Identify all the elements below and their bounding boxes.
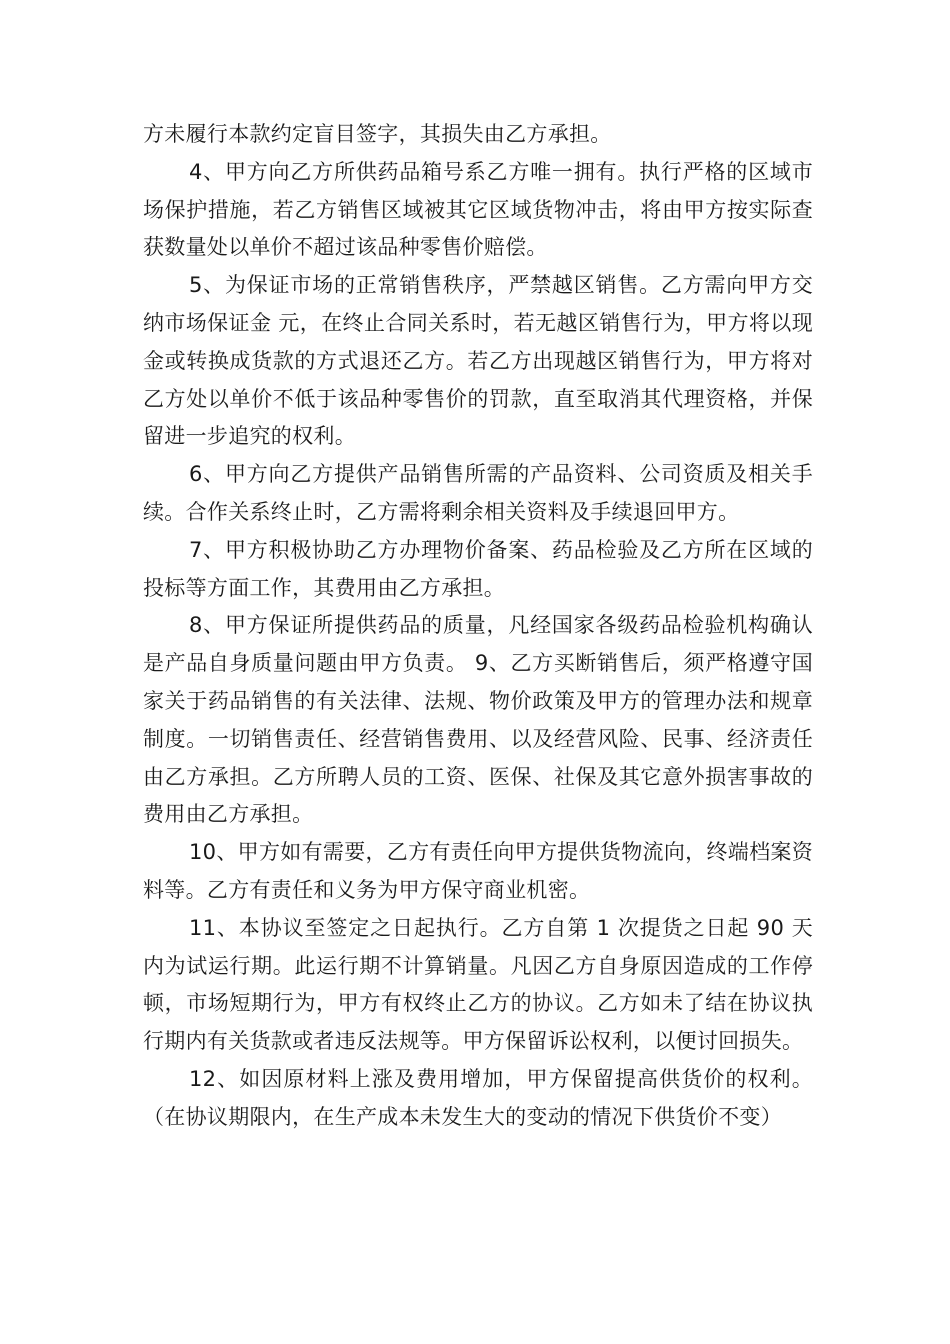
paragraph-clause-12: 12、如因原材料上涨及费用增加，甲方保留提高供货价的权利。（在协议期限内，在生产成本未发生大的变动的情况下供货价不变） xyxy=(143,1066,813,1129)
paragraph-clause-7: 7、甲方积极协助乙方办理物价备案、药品检验及乙方所在区域的投标等方面工作，其费用由乙方承担。 xyxy=(143,537,813,600)
document-body xyxy=(143,116,813,1137)
paragraph-clause-4: 4、甲方向乙方所供药品箱号系乙方唯一拥有。执行严格的区域市场保护措施，若乙方销售区域被其它区域货物冲击，将由甲方按实际查获数量处以单价不超过该品种零售价赔偿。 xyxy=(143,159,813,260)
paragraph-clause-6: 6、甲方向乙方提供产品销售所需的产品资料、公司资质及相关手续。合作关系终止时，乙方需将剩余相关资料及手续退回甲方。 xyxy=(143,462,813,524)
paragraph-clause-11: 11、本协议至签定之日起执行。乙方自第 1 次提货之日起 90 天内为试运行期。此运行期不计算销量。凡因乙方自身原因造成的工作停顿，市场短期行为，甲方有权终止乙方的协议。乙方如未了结在协议执行期内有关货款或者违反法规等。甲方保留诉讼权利，以便讨回损失。 xyxy=(143,915,813,1054)
paragraph-clause-10: 10、甲方如有需要，乙方有责任向甲方提供货物流向，终端档案资料等。乙方有责任和义务为甲方保守商业机密。 xyxy=(143,840,813,902)
paragraph-continuation: 方未履行本款约定盲目签字，其损失由乙方承担。 xyxy=(143,122,612,146)
paragraph-clause-8-9: 8、甲方保证所提供药品的质量，凡经国家各级药品检验机构确认是产品自身质量问题由甲方负责。 9、乙方买断销售后，须严格遵守国家关于药品销售的有关法律、法规、物价政策及甲方的管理办法和规章制度。一切销售责任、经营销售费用、以及经营风险、民事、经济责任由乙方承担。乙方所聘人员的工资、医保、社保及其它意外损害事故的费用由乙方承担。 xyxy=(143,613,813,827)
paragraph-clause-5: 5、为保证市场的正常销售秩序，严禁越区销售。乙方需向甲方交纳市场保证金 元，在终止合同关系时，若无越区销售行为，甲方将以现金或转换成货款的方式退还乙方。若乙方出现越区销售行为，甲方将对乙方处以单价不低于该品种零售价的罚款，直至取消其代理资格，并保留进一步追究的权利。 xyxy=(143,273,813,449)
